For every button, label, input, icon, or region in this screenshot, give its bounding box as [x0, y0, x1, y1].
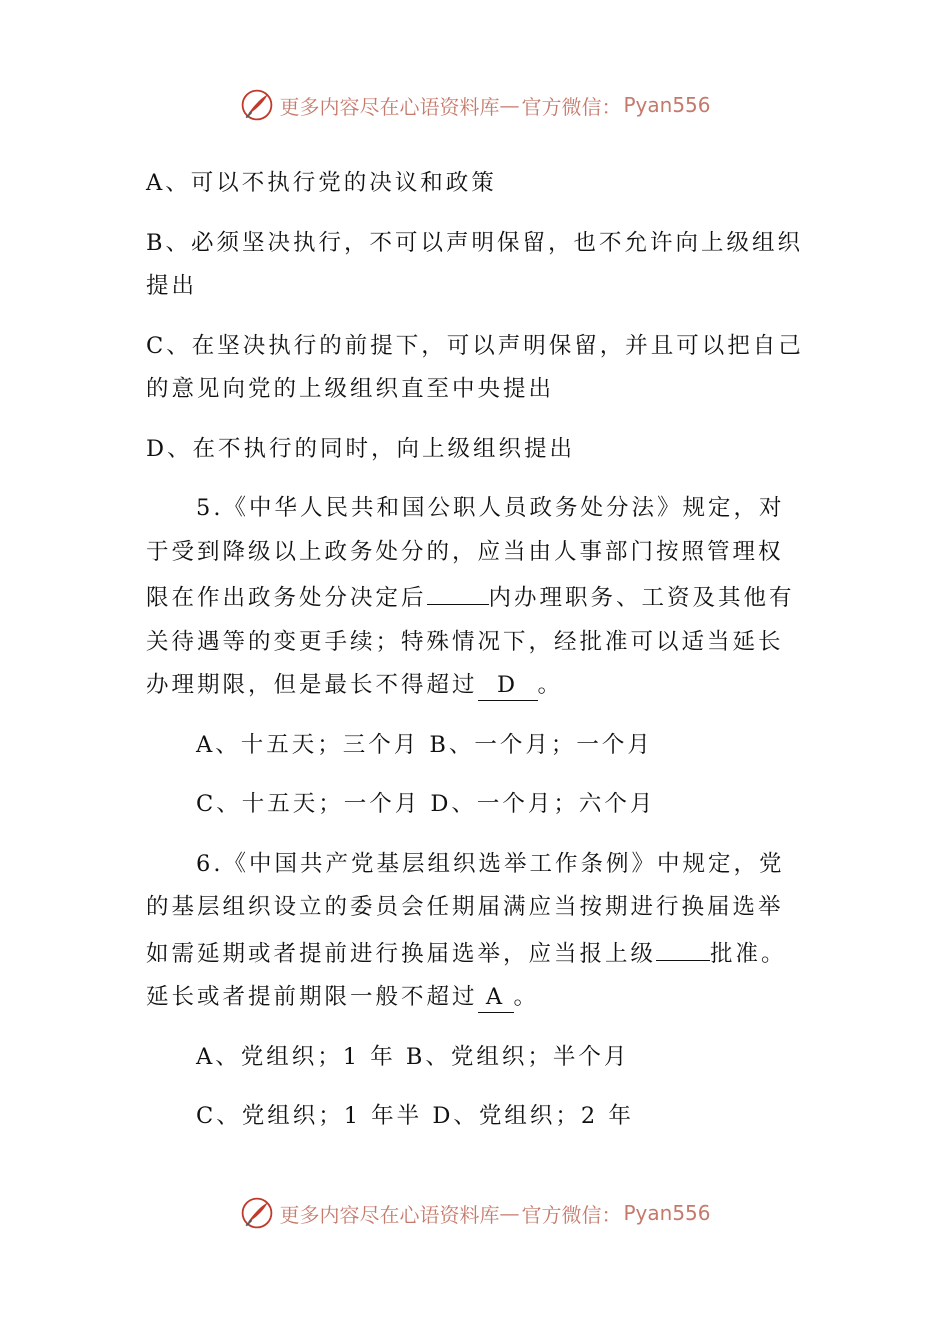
q6-blank-1: [656, 930, 710, 961]
q5-line5-post: 。: [537, 672, 564, 698]
q4-option-d: D、在不执行的同时，向上级组织提出: [146, 435, 576, 462]
q5-line5-pre: 办理期限，但是最长不得超过: [146, 672, 478, 698]
q6-line2: 的基层组织设立的委员会任期届满应当按期进行换届选举: [146, 894, 784, 920]
q5-line3-pre: 限在作出政务处分决定后: [146, 585, 427, 611]
q4-option-a: A、可以不执行党的决议和政策: [146, 170, 497, 196]
feather-pen-logo-icon: [239, 1195, 275, 1231]
banner-wechat-id: Pyan556: [623, 1201, 711, 1225]
q4-option-b-line1: B、必须坚决执行，不可以声明保留，也不允许向上级组织: [146, 229, 804, 256]
footer-banner: [0, 1188, 950, 1238]
q5-line3-post: 内办理职务、工资及其他有: [488, 585, 795, 611]
q4-option-b-line2: 提出: [146, 273, 198, 299]
q5-options-2: C、十五天；一个月 D、一个月；六个月: [196, 791, 656, 817]
q6-line4-pre: 延长或者提前期限一般不超过: [146, 984, 478, 1010]
q6-line3: [146, 930, 806, 977]
q5-answer: D: [478, 670, 538, 701]
q5-line2: 于受到降级以上政务处分的，应当由人事部门按照管理权: [146, 538, 784, 565]
q5-line4: 关待遇等的变更手续；特殊情况下，经批准可以适当延长: [146, 628, 784, 655]
q5-line1: 5.《中华人民共和国公职人员政务处分法》规定，对: [196, 495, 785, 521]
q6-line4: [146, 976, 806, 1020]
q6-answer: A: [478, 982, 514, 1013]
q6-options-1: A、党组织；1 年 B、党组织；半个月: [196, 1043, 630, 1070]
q4-option-c-line1: C、在坚决执行的前提下，可以声明保留，并且可以把自己: [146, 332, 804, 359]
q6-line3-post: 批准。: [710, 940, 787, 967]
q4-option-c-line2: 的意见向党的上级组织直至中央提出: [146, 376, 555, 402]
q6-options-2: C、党组织；1 年半 D、党组织；2 年: [196, 1103, 634, 1129]
feather-pen-logo-icon: [239, 87, 275, 123]
header-banner: [0, 80, 950, 130]
banner-tagline: 更多内容尽在心语资料库: [279, 94, 500, 119]
banner-dash: —: [499, 93, 520, 117]
q6-line4-post: 。: [513, 984, 540, 1010]
banner-wechat-id: Pyan556: [623, 93, 711, 117]
q6-line1: 6.《中国共产党基层组织选举工作条例》中规定，党: [196, 850, 785, 877]
banner-official-label: 官方微信：: [521, 1202, 622, 1227]
q5-options-1: A、十五天；三个月 B、一个月；一个月: [196, 731, 653, 758]
document-body: [146, 162, 806, 1139]
q5-blank-1: [427, 574, 489, 605]
q6-line3-pre: 如需延期或者提前进行换届选举，应当报上级: [146, 940, 657, 967]
q5-line3: [146, 574, 806, 621]
banner-official-label: 官方微信：: [521, 94, 622, 119]
q5-line5: [146, 664, 806, 708]
banner-dash: —: [499, 1201, 520, 1225]
banner-tagline: 更多内容尽在心语资料库: [279, 1202, 500, 1227]
